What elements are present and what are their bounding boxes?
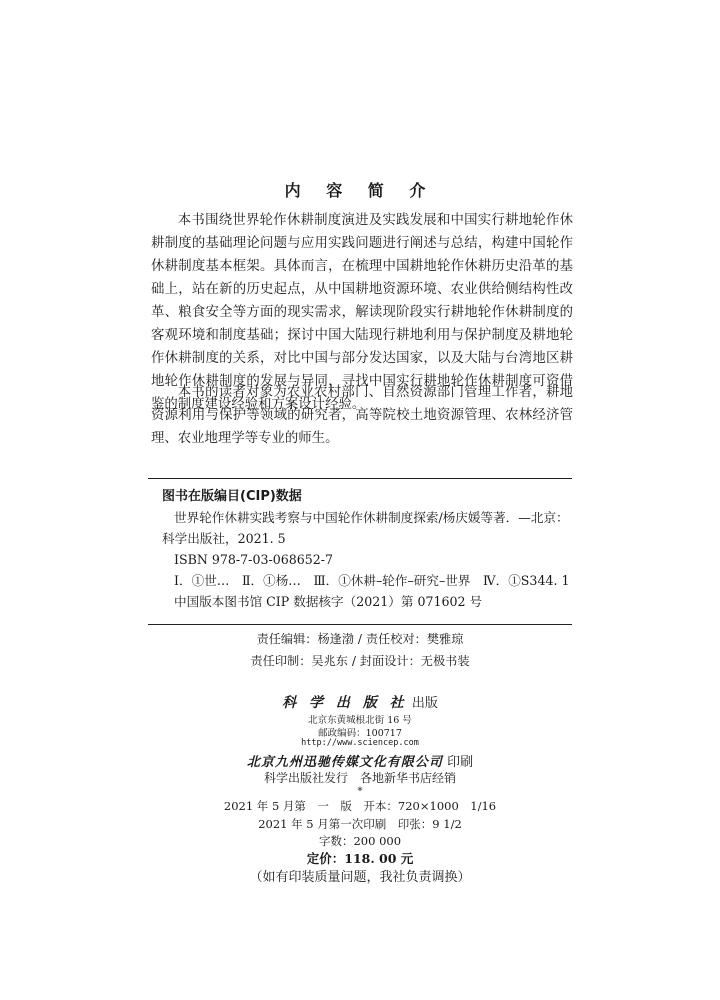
separator-star: * — [357, 786, 363, 797]
printer-line — [0, 751, 720, 770]
publisher-line — [0, 692, 720, 712]
cip-classification: Ⅰ．①世… Ⅱ．①杨… Ⅲ．①休耕–轮作–研究–世界 Ⅳ．①S344. 1 — [174, 573, 570, 588]
readership-paragraph: 本书的读者对象为农业农村部门、自然资源部门管理工作者，耕地资源利用与保护等领域的研究者，高等院校土地资源管理、农林经济管理、农业地理学等专业的师生。 — [151, 385, 573, 446]
printer-name: 北京九州迅驰传媒文化有限公司 — [246, 755, 443, 770]
cip-record: 中国版本图书馆 CIP 数据核字（2021）第 071602 号 — [174, 594, 483, 609]
cip-title: 图书在版编目(CIP)数据 — [162, 489, 302, 504]
publisher-website: http://www.sciencep.com — [301, 738, 419, 748]
publisher-address: 北京东黄城根北街 16 号 — [308, 715, 412, 726]
publisher-suffix: 出版 — [411, 696, 438, 711]
summary-paragraph-1: 本书围绕世界轮作休耕制度演进及实践发展和中国实行耕地轮作休耕制度的基础理论问题与应用实践问题进行阐述与总结，构建中国轮作休耕制度基本框架。具体而言，在梳理中国耕地轮作休耕历史沿革的基础上，站在新的历史起点，从中国耕地资源环境、农业供给侧结构性改革、粮食安全等方面的现实需求，解读现阶段实行耕地轮作休耕制度的客观环境和制度基础；探讨中国大陆现行耕地利用与保护制度及耕地轮作休耕制度的关系，对比中国与部分发达国家，以及大陆与台湾地区耕地轮作休耕制度的发展与异同，寻找中国实行耕地轮作休耕制度可资借鉴的制度建设经验和方案设计经验。 — [151, 213, 573, 412]
distribution-line: 科学出版社发行 各地新华书店经销 — [263, 771, 456, 785]
price-label: 定价： — [306, 851, 345, 866]
publisher-postcode: 邮政编码：100717 — [318, 728, 402, 739]
printer-suffix: 印刷 — [447, 755, 474, 770]
printing-line: 2021 年 5 月第一次印刷 印张：9 1/2 — [258, 817, 462, 831]
publisher-name: 科 学 出 版 社 — [282, 695, 408, 711]
cip-isbn: ISBN 978-7-03-068652-7 — [174, 552, 334, 567]
summary-heading: 内 容 简 介 — [284, 181, 436, 200]
cip-publisher-line: 科学出版社，2021. 5 — [162, 531, 286, 546]
quality-notice: （如有印装质量问题，我社负责调换） — [249, 870, 471, 885]
price-line — [0, 849, 720, 867]
price-value: 118. 00 元 — [344, 851, 414, 866]
word-count: 字数：200 000 — [318, 834, 402, 848]
cip-block — [148, 478, 572, 612]
cip-title-line: 世界轮作休耕实践考察与中国轮作休耕制度探索/杨庆媛等著．—北京： — [174, 510, 569, 525]
cip-bottom-rule — [148, 624, 572, 625]
production-credits: 责任印制：吴兆东 / 封面设计：无极书装 — [250, 654, 470, 668]
edition-line: 2021 年 5 月第 一 版 开本：720×1000 1/16 — [223, 799, 497, 813]
editor-credits: 责任编辑：杨逢渤 / 责任校对：樊雅琼 — [256, 632, 464, 646]
